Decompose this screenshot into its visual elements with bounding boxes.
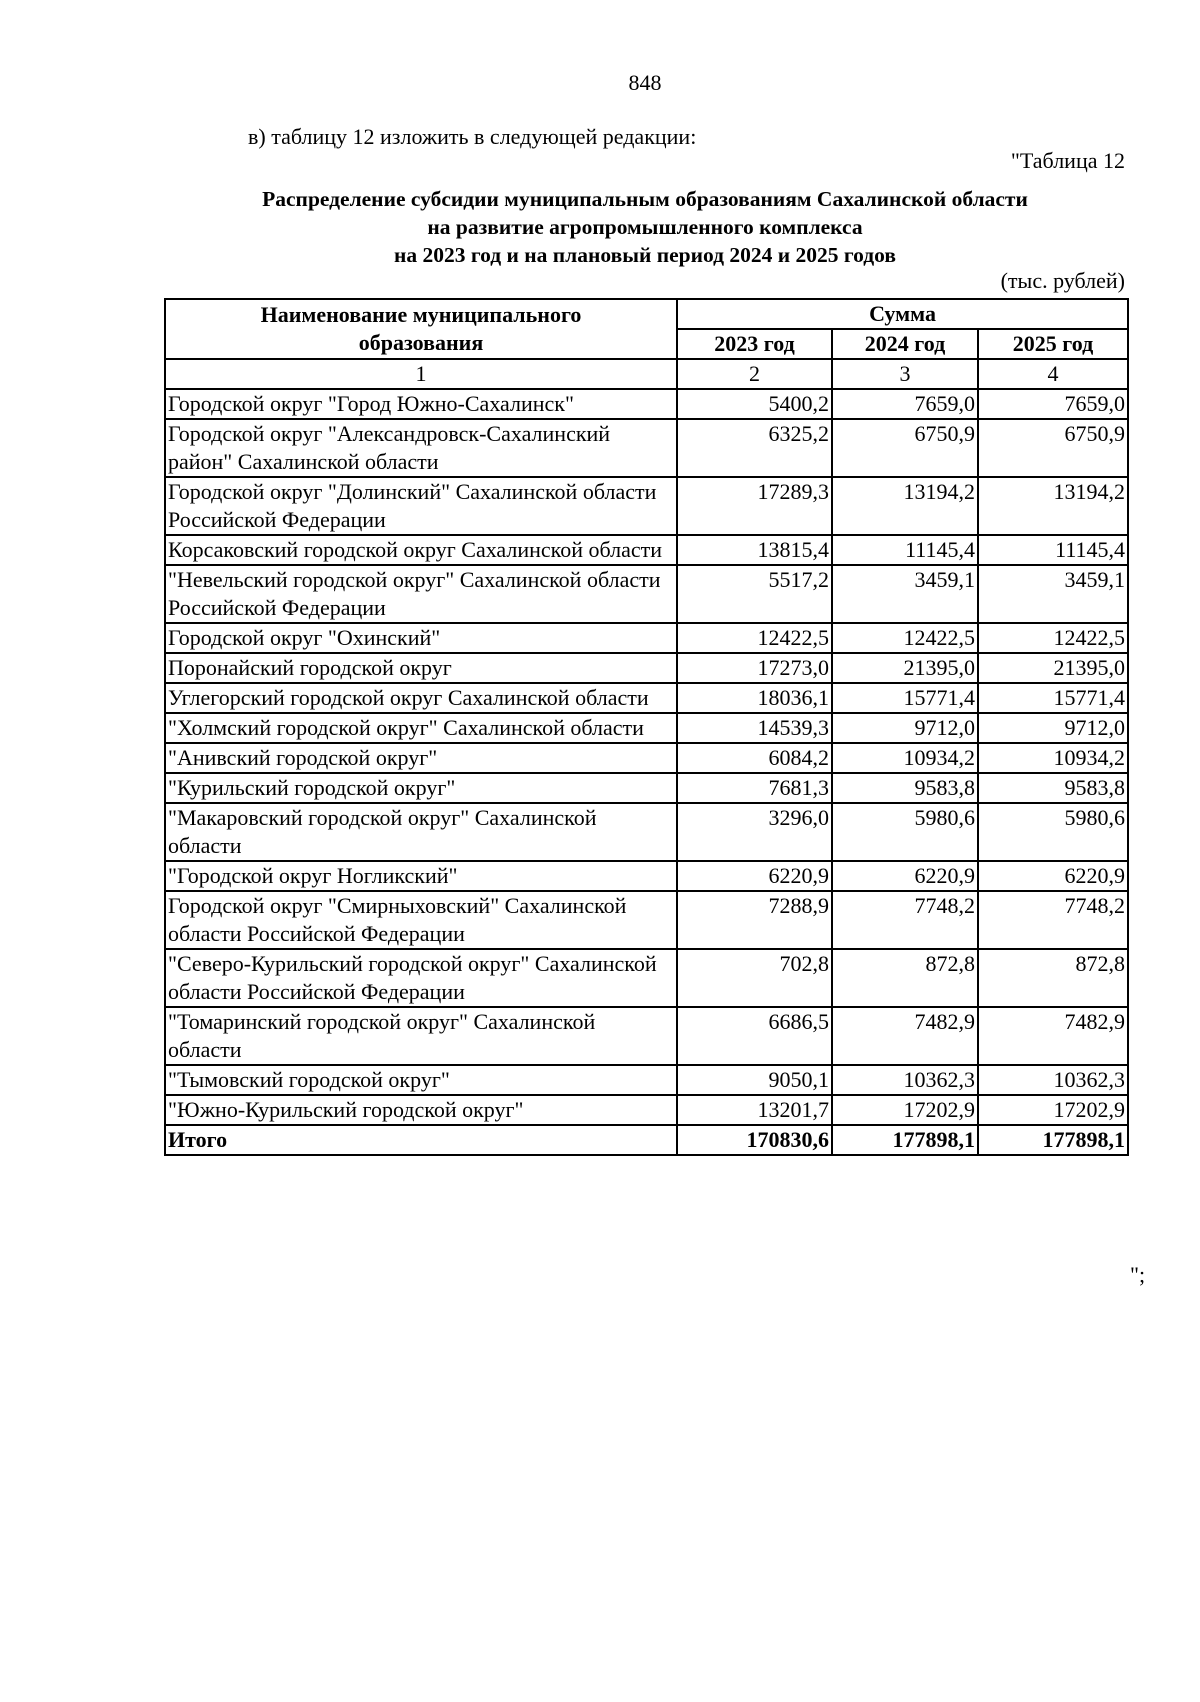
municipality-name: "Южно-Курильский городской округ" bbox=[165, 1095, 677, 1125]
value-2023: 7681,3 bbox=[677, 773, 832, 803]
table-row bbox=[165, 861, 1128, 891]
value-2023: 17289,3 bbox=[677, 477, 832, 535]
municipality-name: Городской округ "Смирныховский" Сахалинской области Российской Федерации bbox=[165, 891, 677, 949]
municipality-name: Городской округ "Охинский" bbox=[165, 623, 677, 653]
value-2023: 6325,2 bbox=[677, 419, 832, 477]
value-2023: 13201,7 bbox=[677, 1095, 832, 1125]
value-2025: 177898,1 bbox=[978, 1125, 1128, 1155]
table-row bbox=[165, 803, 1128, 861]
table-row bbox=[165, 419, 1128, 477]
page-number: 848 bbox=[628, 70, 662, 95]
value-2023: 6220,9 bbox=[677, 861, 832, 891]
intro-text: в) таблицу 12 изложить в следующей редакции: bbox=[248, 124, 697, 149]
value-2025: 13194,2 bbox=[978, 477, 1128, 535]
municipality-name: Городской округ "Город Южно-Сахалинск" bbox=[165, 389, 677, 419]
table-row bbox=[165, 535, 1128, 565]
value-2024: 10362,3 bbox=[832, 1065, 978, 1095]
municipality-name: Городской округ "Александровск-Сахалинский район" Сахалинской области bbox=[165, 419, 677, 477]
table-row bbox=[165, 713, 1128, 743]
value-2024: 6750,9 bbox=[832, 419, 978, 477]
table-row bbox=[165, 683, 1128, 713]
value-2025: 9583,8 bbox=[978, 773, 1128, 803]
value-2023: 9050,1 bbox=[677, 1065, 832, 1095]
value-2025: 17202,9 bbox=[978, 1095, 1128, 1125]
value-2025: 10362,3 bbox=[978, 1065, 1128, 1095]
value-2025: 11145,4 bbox=[978, 535, 1128, 565]
municipality-name: "Северо-Курильский городской округ" Сахалинской области Российской Федерации bbox=[165, 949, 677, 1007]
subsidy-table bbox=[164, 298, 1129, 1156]
value-2023: 702,8 bbox=[677, 949, 832, 1007]
value-2023: 17273,0 bbox=[677, 653, 832, 683]
value-2023: 5400,2 bbox=[677, 389, 832, 419]
value-2024: 7748,2 bbox=[832, 891, 978, 949]
header-name: Наименование муниципального образования bbox=[165, 299, 677, 359]
table-row bbox=[165, 1095, 1128, 1125]
value-2025: 15771,4 bbox=[978, 683, 1128, 713]
value-2025: 5980,6 bbox=[978, 803, 1128, 861]
value-2023: 5517,2 bbox=[677, 565, 832, 623]
value-2025: 6220,9 bbox=[978, 861, 1128, 891]
table-title bbox=[0, 185, 1200, 269]
column-number: 3 bbox=[832, 359, 978, 389]
title-line-3: на 2023 год и на плановый период 2024 и 2025 годов bbox=[394, 243, 896, 267]
title-line-1: Распределение субсидии муниципальным образованиям Сахалинской области bbox=[262, 187, 1028, 211]
header-year-2023: 2023 год bbox=[677, 329, 832, 359]
table-label: "Таблица 12 bbox=[1010, 148, 1125, 173]
value-2023: 14539,3 bbox=[677, 713, 832, 743]
value-2024: 872,8 bbox=[832, 949, 978, 1007]
municipality-name: "Томаринский городской округ" Сахалинской области bbox=[165, 1007, 677, 1065]
value-2025: 7659,0 bbox=[978, 389, 1128, 419]
value-2024: 13194,2 bbox=[832, 477, 978, 535]
value-2025: 7748,2 bbox=[978, 891, 1128, 949]
value-2023: 18036,1 bbox=[677, 683, 832, 713]
value-2024: 6220,9 bbox=[832, 861, 978, 891]
value-2025: 9712,0 bbox=[978, 713, 1128, 743]
value-2024: 12422,5 bbox=[832, 623, 978, 653]
column-number: 4 bbox=[978, 359, 1128, 389]
value-2023: 170830,6 bbox=[677, 1125, 832, 1155]
municipality-name: Углегорский городской округ Сахалинской области bbox=[165, 683, 677, 713]
municipality-name: Городской округ "Долинский" Сахалинской области Российской Федерации bbox=[165, 477, 677, 535]
municipality-name: "Холмский городской округ" Сахалинской области bbox=[165, 713, 677, 743]
value-2023: 12422,5 bbox=[677, 623, 832, 653]
value-2023: 6686,5 bbox=[677, 1007, 832, 1065]
table-row bbox=[165, 389, 1128, 419]
value-2024: 7482,9 bbox=[832, 1007, 978, 1065]
header-year-2024: 2024 год bbox=[832, 329, 978, 359]
units-label: (тыс. рублей) bbox=[1000, 268, 1125, 293]
table-row bbox=[165, 891, 1128, 949]
value-2025: 7482,9 bbox=[978, 1007, 1128, 1065]
table-row bbox=[165, 1065, 1128, 1095]
value-2025: 872,8 bbox=[978, 949, 1128, 1007]
value-2023: 6084,2 bbox=[677, 743, 832, 773]
table-row bbox=[165, 1007, 1128, 1065]
municipality-name: Корсаковский городской округ Сахалинской области bbox=[165, 535, 677, 565]
value-2024: 10934,2 bbox=[832, 743, 978, 773]
table-row bbox=[165, 623, 1128, 653]
total-row bbox=[165, 1125, 1128, 1155]
value-2024: 5980,6 bbox=[832, 803, 978, 861]
column-number: 2 bbox=[677, 359, 832, 389]
table-row bbox=[165, 743, 1128, 773]
value-2024: 9583,8 bbox=[832, 773, 978, 803]
value-2024: 7659,0 bbox=[832, 389, 978, 419]
table-row bbox=[165, 477, 1128, 535]
value-2025: 12422,5 bbox=[978, 623, 1128, 653]
value-2023: 13815,4 bbox=[677, 535, 832, 565]
municipality-name: "Невельский городской округ" Сахалинской области Российской Федерации bbox=[165, 565, 677, 623]
value-2025: 6750,9 bbox=[978, 419, 1128, 477]
header-sum: Сумма bbox=[677, 299, 1128, 329]
value-2023: 3296,0 bbox=[677, 803, 832, 861]
municipality-name: "Макаровский городской округ" Сахалинской области bbox=[165, 803, 677, 861]
municipality-name: "Анивский городской округ" bbox=[165, 743, 677, 773]
table-row bbox=[165, 653, 1128, 683]
value-2024: 177898,1 bbox=[832, 1125, 978, 1155]
value-2024: 15771,4 bbox=[832, 683, 978, 713]
value-2024: 17202,9 bbox=[832, 1095, 978, 1125]
table-row bbox=[165, 949, 1128, 1007]
municipality-name: Итого bbox=[165, 1125, 677, 1155]
header-row-1 bbox=[165, 299, 1128, 329]
value-2025: 3459,1 bbox=[978, 565, 1128, 623]
value-2023: 7288,9 bbox=[677, 891, 832, 949]
column-number-row bbox=[165, 359, 1128, 389]
table-row bbox=[165, 565, 1128, 623]
value-2024: 9712,0 bbox=[832, 713, 978, 743]
value-2024: 3459,1 bbox=[832, 565, 978, 623]
municipality-name: Поронайский городской округ bbox=[165, 653, 677, 683]
value-2024: 11145,4 bbox=[832, 535, 978, 565]
value-2024: 21395,0 bbox=[832, 653, 978, 683]
header-year-2025: 2025 год bbox=[978, 329, 1128, 359]
column-number: 1 bbox=[165, 359, 677, 389]
title-line-2: на развитие агропромышленного комплекса bbox=[427, 215, 863, 239]
municipality-name: "Курильский городской округ" bbox=[165, 773, 677, 803]
municipality-name: "Тымовский городской округ" bbox=[165, 1065, 677, 1095]
closing-quote: "; bbox=[1130, 1262, 1146, 1287]
value-2025: 10934,2 bbox=[978, 743, 1128, 773]
municipality-name: "Городской округ Ногликский" bbox=[165, 861, 677, 891]
value-2025: 21395,0 bbox=[978, 653, 1128, 683]
table-row bbox=[165, 773, 1128, 803]
